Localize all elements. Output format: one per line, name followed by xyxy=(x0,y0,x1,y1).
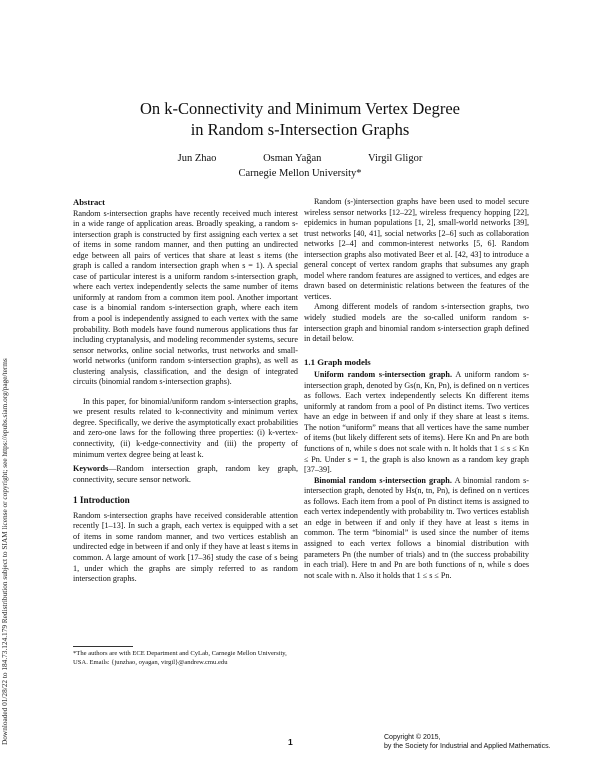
title-line-2: in Random s-Intersection Graphs xyxy=(190,120,410,139)
footnote-rule xyxy=(73,646,133,647)
section-heading: 1 Introduction xyxy=(73,495,130,506)
author-name: Osman Yağan xyxy=(263,153,322,164)
body-paragraph: Binomial random s-intersection graph. A binomial random s-intersection graph, denoted by Hs(n, tn, Pn), is defined on n vertices as follows. Each item from a pool of Pn distinct items is assigned to each vertex independently with probability tn. Two vertices establish an edge in between if and only if they have at least s items in common. The term “binomial” is used since the number of items assigned to each vertex follows a binomial distribution with parameters Pn (the number of trials) and tn (the success probability in each trial). Here tn and Pn are both functions of n, while s does not scale with n. Also it holds that 1 ≤ s ≤ Pn. xyxy=(304,475,529,580)
body-paragraph: Random (s-)intersection graphs have been used to model secure wireless sensor networks [12–22], wireless frequency hopping [22], epidemics in human populations [1, 2], small-world networks [39], trust networks [40, 41], social networks [2–6] such as collaboration networks [2–4] and common-interest networks [5, 6]. Random intersection graphs also motivated Beer et al. [42, 43] to introduce a general concept of vertex random graphs that subsumes any graph model where random features are assigned to vertices, and edges are drawn based on deterministic relations between the features of the vertices. xyxy=(304,197,529,301)
copyright-notice: Copyright © 2015, by the Society for Industrial and Applied Mathematics. xyxy=(384,734,551,750)
abstract-heading: Abstract xyxy=(73,197,105,207)
title-line-1: On k-Connectivity and Minimum Vertex Degree xyxy=(139,99,460,118)
left-column xyxy=(73,197,298,585)
body-paragraph: Among different models of random s-intersection graphs, two widely studied models are the so-called uniform random s-intersection graph and binomial random s-intersection graph defined in detail below. xyxy=(304,302,529,344)
keywords-text: —Random intersection graph, random key graph, connectivity, secure sensor network. xyxy=(73,464,298,484)
subsection-heading: 1.1 Graph models xyxy=(304,356,371,367)
right-column xyxy=(304,197,529,581)
author-names xyxy=(60,151,540,166)
download-notice: Downloaded 01/28/22 to 184.73.124.179 Redistribution subject to SIAM license or copyright; see https://epubs.siam.org/page/terms xyxy=(0,358,9,745)
paragraph-heading: Binomial random s-intersection graph. xyxy=(314,475,452,485)
footnote: *The authors are with ECE Department and CyLab, Carnegie Mellon University, USA. Emails: {junzhao, oyagan, virgil}@andrew.cmu.edu xyxy=(73,650,287,666)
author-name: Virgil Gligor xyxy=(368,153,423,164)
page-number: 1 xyxy=(288,737,293,747)
author-name: Jun Zhao xyxy=(177,153,217,164)
author-block xyxy=(60,151,540,181)
paper-title xyxy=(60,98,540,140)
affiliation: Carnegie Mellon University* xyxy=(238,168,362,179)
abstract-paragraph: Random s-intersection graphs have recently received much interest in a wide range of application areas. Broadly speaking, a random s-intersection graph is constructed by first assigning each vertex a set of items in some random manner, and then putting an undirected edge between all pairs of vertices that share at least s items (the graph is called a random intersection graph when s = 1). A special case of particular interest is a uniform random s-intersection graph, where each vertex independently selects the same number of items uniformly at random from a common item pool. Another important case is a binomial random s-intersection graph, where each item from a pool is independently assigned to each vertex with the same probability. Both models have found numerous applications thus far including cryptanalysis, and modeling recommender systems, secure sensor networks, online social networks, trust networks and small-world networks (uniform random s-intersection graphs), as well as clustering analysis, classification, and the design of integrated circuits (binomial random s-intersection graphs). xyxy=(73,208,298,387)
keywords-label: Keywords xyxy=(73,464,109,474)
body-paragraph: Uniform random s-intersection graph. A uniform random s-intersection graph, denoted by Gs(n, Kn, Pn), is defined on n vertices as follows. Each vertex independently selects Kn different items uniformly at random from a pool of Pn distinct items. Two vertices have an edge in between if and only if they share at least s items. The notion “uniform” means that all vertices have the same number of items (but likely different sets of items). Here Kn and Pn are both functions of n, while s does not scale with n. It holds that 1 ≤ s ≤ Kn ≤ Pn. Under s = 1, the graph is also known as a random key graph [37–39]. xyxy=(304,370,529,475)
paragraph-heading: Uniform random s-intersection graph. xyxy=(314,370,452,380)
keywords xyxy=(73,464,298,485)
abstract-paragraph: In this paper, for binomial/uniform random s-intersection graphs, we present results related to k-connectivity and minimum vertex degree. Specifically, we derive the asymptotically exact probabilities and zero-one laws for the following three properties: (i) k-vertex-connectivity, (ii) k-edge-connectivity and (iii) the property of minimum vertex degree being at least k. xyxy=(73,396,298,459)
body-paragraph: Random s-intersection graphs have received considerable attention recently [1–13]. In such a graph, each vertex is equipped with a set of items in some random manner, and two vertices establish an undirected edge in between if and only if they have at least s items in common. A large amount of work [17–36] study the case of s being 1, under which the graphs are simply referred to as random intersection graphs. xyxy=(73,510,298,584)
